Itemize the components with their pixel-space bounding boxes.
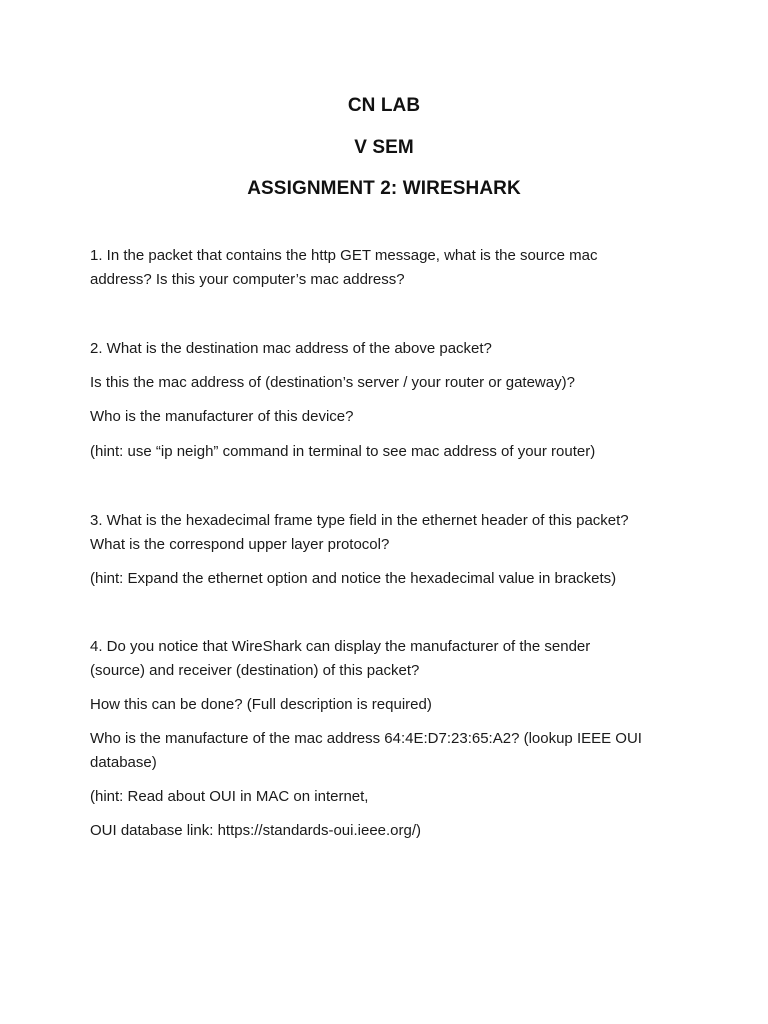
question-3-line-2: What is the correspond upper layer protocol? xyxy=(90,536,390,553)
doc-title-assignment: ASSIGNMENT 2: WIRESHARK xyxy=(247,178,521,199)
doc-title-semester: V SEM xyxy=(354,137,414,158)
question-4-line-5: database) xyxy=(90,754,157,771)
question-4-line-3: How this can be done? (Full description is required) xyxy=(90,696,432,713)
question-2-line-3: Who is the manufacturer of this device? xyxy=(90,408,354,425)
question-2-line-2: Is this the mac address of (destination’s server / your router or gateway)? xyxy=(90,374,575,391)
question-3-line-1: 3. What is the hexadecimal frame type field in the ethernet header of this packet? xyxy=(90,512,629,529)
question-4-line-2: (source) and receiver (destination) of this packet? xyxy=(90,662,420,679)
question-4-line-1: 4. Do you notice that WireShark can display the manufacturer of the sender xyxy=(90,638,591,655)
question-3-hint: (hint: Expand the ethernet option and notice the hexadecimal value in brackets) xyxy=(90,570,617,587)
question-2-line-1: 2. What is the destination mac address of the above packet? xyxy=(90,340,492,357)
question-1-line-2: address? Is this your computer’s mac address? xyxy=(90,271,405,288)
question-1-line-1: 1. In the packet that contains the http GET message, what is the source mac xyxy=(90,247,598,264)
question-4-hint: (hint: Read about OUI in MAC on internet, xyxy=(90,788,369,805)
doc-title-course: CN LAB xyxy=(347,95,421,116)
question-2-hint: (hint: use “ip neigh” command in terminal to see mac address of your router) xyxy=(90,443,596,460)
question-4-oui-link: OUI database link: https://standards-oui.ieee.org/) xyxy=(90,822,422,839)
question-4-line-4: Who is the manufacture of the mac address 64:4E:D7:23:65:A2? (lookup IEEE OUI xyxy=(90,730,642,747)
